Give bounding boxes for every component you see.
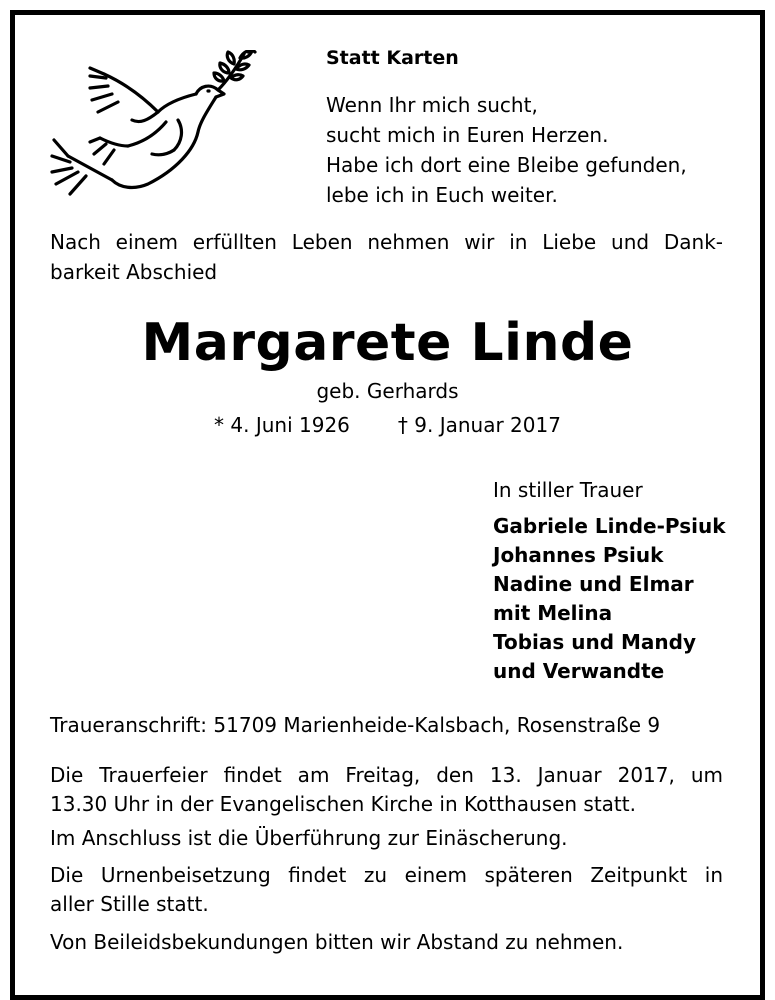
- poem-line: lebe ich in Euch weiter.: [326, 183, 558, 207]
- poem: [326, 90, 687, 210]
- mourner-name: mit Melina: [493, 601, 613, 625]
- mourner-name: Nadine und Elmar: [493, 572, 694, 596]
- death-date: † 9. Januar 2017: [397, 413, 561, 437]
- urn-notice: [50, 861, 723, 919]
- transfer-notice: Im Anschluss ist die Überführung zur Einäscherung.: [50, 826, 568, 850]
- maiden-name: geb. Gerhards: [316, 379, 459, 403]
- mourners-list: [493, 512, 726, 686]
- poem-line: Habe ich dort eine Bleibe gefunden,: [326, 153, 687, 177]
- poem-line: Wenn Ihr mich sucht,: [326, 93, 538, 117]
- mourner-name: Tobias und Mandy: [493, 630, 697, 654]
- birth-date: * 4. Juni 1926: [214, 413, 350, 437]
- condolences-notice: Von Beileidsbekundungen bitten wir Abstand zu nehmen.: [50, 930, 624, 954]
- mourner-name: Johannes Psiuk: [493, 543, 664, 567]
- urn-line-1: Die Urnenbeisetzung findet zu einem späteren Zeitpunkt in: [50, 863, 723, 887]
- mourning-address: Traueranschrift: 51709 Marienheide-Kalsbach, Rosenstraße 9: [50, 713, 661, 737]
- deceased-name: Margarete Linde: [141, 313, 634, 373]
- ceremony-line-2: 13.30 Uhr in der Evangelischen Kirche in Kotthausen statt.: [50, 792, 636, 816]
- life-dates: [0, 413, 775, 437]
- ceremony-line-1: Die Trauerfeier findet am Freitag, den 13. Januar 2017, um: [50, 763, 723, 787]
- urn-line-2: aller Stille statt.: [50, 892, 209, 916]
- dove-icon: [48, 50, 263, 200]
- intro-line-2: barkeit Abschied: [50, 260, 218, 284]
- intro-text: [50, 227, 723, 287]
- mourner-name: Gabriele Linde-Psiuk: [493, 514, 726, 538]
- poem-line: sucht mich in Euren Herzen.: [326, 123, 609, 147]
- intro-line-1: Nach einem erfüllten Leben nehmen wir in Liebe und Dank-: [50, 230, 723, 254]
- mourners-heading: In stiller Trauer: [493, 478, 643, 502]
- statt-karten-heading: Statt Karten: [326, 47, 459, 69]
- mourner-name: und Verwandte: [493, 659, 665, 683]
- ceremony-notice: [50, 761, 723, 819]
